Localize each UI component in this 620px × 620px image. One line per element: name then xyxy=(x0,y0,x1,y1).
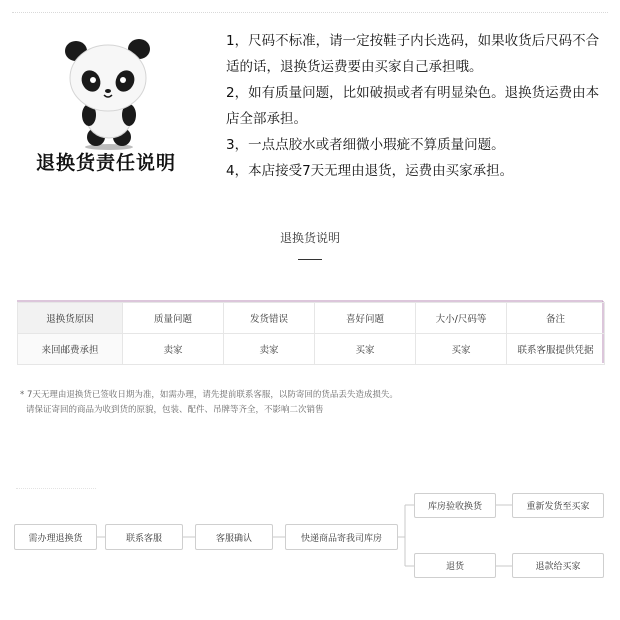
policy-line: 2，如有质量问题，比如破损或者有明显染色。退换货运费由本店全部承担。 xyxy=(226,85,600,127)
table-header-cell: 备注 xyxy=(507,303,605,334)
table-cell: 买家 xyxy=(315,334,416,365)
policy-line: 3，一点点胶水或者细微小瑕疵不算质量问题。 xyxy=(226,137,505,153)
flow-return-result: 退款给买家 xyxy=(512,553,604,578)
table-header-cell: 发货错误 xyxy=(224,303,315,334)
flow-step-confirm: 客服确认 xyxy=(195,524,273,550)
flow-step-ship: 快递商品寄我司库房 xyxy=(285,524,398,550)
flow-branch-exchange: 库房验收换货 xyxy=(414,493,496,518)
note-line: * 7天无理由退换货已签收日期为准，如需办理，请先提前联系客服，以防寄回的货品丢失造成损失。 xyxy=(20,390,398,400)
table-header-cell: 大小/尺码等 xyxy=(416,303,507,334)
section-title: 退换货说明 xyxy=(279,231,340,245)
table-header-cell: 退换货原因 xyxy=(18,303,123,334)
table-cell: 联系客服提供凭据 xyxy=(507,334,605,365)
policy-line: 4，本店接受7天无理由退货，运费由买家承担。 xyxy=(226,163,514,179)
table-cell: 来回邮费承担 xyxy=(18,334,123,365)
table-cell: 卖家 xyxy=(224,334,315,365)
table-cell: 买家 xyxy=(416,334,507,365)
note-line: 请保证寄回的商品为收到货的原貌，包装、配件、吊牌等齐全，不影响二次销售 xyxy=(26,405,324,415)
table-cell: 卖家 xyxy=(123,334,224,365)
policy-title: 退换货责任说明 xyxy=(36,152,177,174)
table-header-cell: 喜好问题 xyxy=(315,303,416,334)
flow-exchange-result: 重新发货至买家 xyxy=(512,493,604,518)
flow-step-request: 需办理退换货 xyxy=(14,524,97,550)
table-header-cell: 质量问题 xyxy=(123,303,224,334)
flow-step-contact: 联系客服 xyxy=(105,524,183,550)
flow-branch-return: 退货 xyxy=(414,553,496,578)
policy-line: 1，尺码不标准，请一定按鞋子内长选码，如果收货后尺码不合适的话，退换货运费要由买家自己承担哦。 xyxy=(226,33,600,75)
